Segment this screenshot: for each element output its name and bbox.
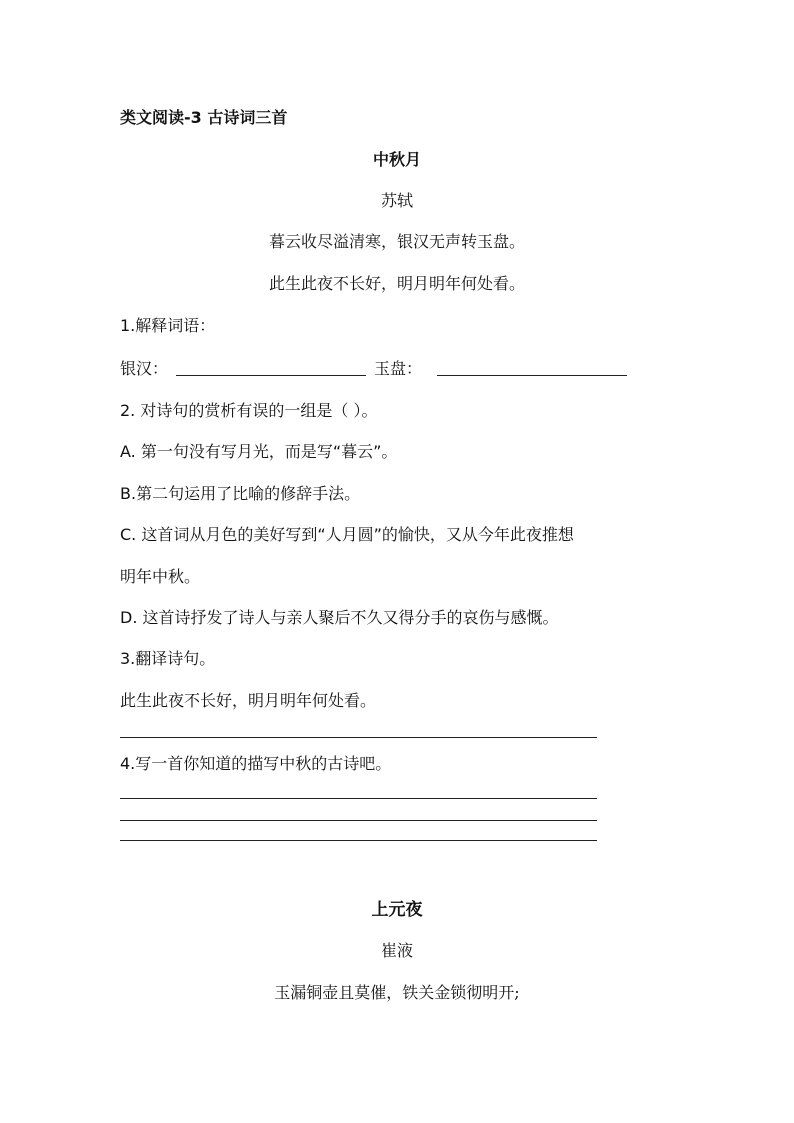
question-3-prompt: 3.翻译诗句。	[120, 649, 216, 668]
poem2-line-1: 玉漏铜壶且莫催，铁关金锁彻明开;	[274, 983, 520, 1002]
poem1-line-2: 此生此夜不长好，明月明年何处看。	[268, 274, 525, 293]
question-1-term-yupan: 玉盘：	[374, 359, 423, 378]
question-2-option-c-continued: 明年中秋。	[120, 567, 201, 586]
answer-line-q4-3[interactable]	[120, 840, 597, 841]
answer-line-q3[interactable]	[120, 737, 597, 738]
poem1-line-1: 暮云收尽溢清寒，银汉无声转玉盘。	[268, 232, 525, 251]
poem2-author: 崔液	[380, 941, 413, 960]
question-2-prompt: 2. 对诗句的赏析有误的一组是（ ）。	[120, 401, 378, 420]
question-4-prompt: 4.写一首你知道的描写中秋的古诗吧。	[120, 754, 392, 773]
question-1-prompt: 1.解释词语：	[120, 316, 216, 335]
poem1-author: 苏轼	[380, 191, 413, 210]
question-1-term-yinhan: 银汉：	[120, 359, 169, 378]
question-3-text: 此生此夜不长好，明月明年何处看。	[120, 691, 377, 710]
answer-blank-yupan[interactable]	[437, 375, 627, 376]
document-header: 类文阅读-3 古诗词三首	[120, 108, 288, 127]
poem2-title: 上元夜	[371, 900, 423, 920]
question-2-option-d: D. 这首诗抒发了诗人与亲人聚后不久又得分手的哀伤与感慨。	[120, 608, 559, 627]
answer-blank-yinhan[interactable]	[176, 375, 366, 376]
question-2-option-a: A. 第一句没有写月光，而是写“暮云”。	[120, 442, 398, 461]
answer-line-q4-1[interactable]	[120, 798, 597, 799]
poem1-title: 中秋月	[372, 150, 421, 169]
question-2-option-c: C. 这首词从月色的美好写到“人月圆”的愉快，又从今年此夜推想	[120, 525, 574, 544]
question-2-option-b: B.第二句运用了比喻的修辞手法。	[120, 484, 361, 503]
answer-line-q4-2[interactable]	[120, 820, 597, 821]
